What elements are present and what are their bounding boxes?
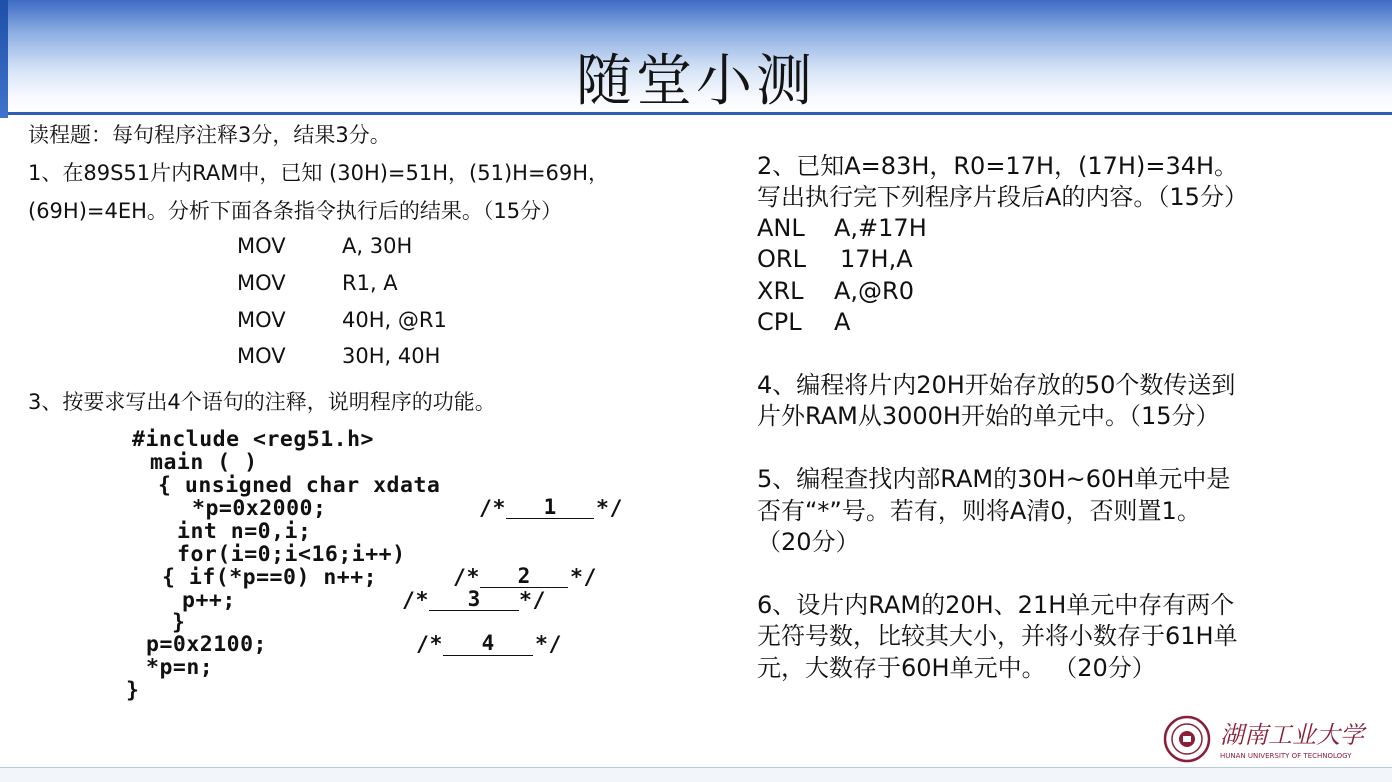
code-line: } (126, 678, 140, 703)
logo-wordmark: 湖南工业大学 (1220, 721, 1364, 749)
code-line: int n=0,i; (177, 519, 312, 544)
q1-asm-op: MOV (237, 234, 286, 258)
code-line: } (172, 610, 186, 635)
q5-line-1: 5、编程查找内部RAM的30H~60H单元中是 (757, 465, 1231, 493)
q2-line-1: 2、已知A=83H，R0=17H，(17H)=34H。 (757, 152, 1239, 180)
code-line: main ( ) (150, 450, 258, 475)
q1-asm-arg: A, 30H (342, 234, 413, 258)
slide-title: 随堂小测 (576, 49, 816, 114)
q6-line-3: 元，大数存于60H单元中。 （20分） (757, 654, 1156, 682)
q2-asm-arg: A,@R0 (834, 277, 914, 305)
answer-blank-line (443, 655, 533, 656)
q2-asm-op: ANL (757, 214, 805, 242)
q2-asm-arg: A,#17H (834, 214, 927, 242)
comment-close: */ (519, 588, 546, 613)
q1-asm-arg: 40H, @R1 (342, 308, 447, 332)
instructions-text: 读程题：每句程序注释3分，结果3分。 (28, 123, 391, 147)
comment-close: */ (596, 496, 623, 521)
q1-asm-op: MOV (237, 271, 286, 295)
q4-line-1: 4、编程将片内20H开始存放的50个数传送到 (757, 371, 1236, 399)
q1-asm-op: MOV (237, 308, 286, 332)
comment-close: */ (570, 565, 597, 590)
comment-open: /* (416, 632, 443, 657)
logo-subtext: HUNAN UNIVERSITY OF TECHNOLOGY (1220, 752, 1352, 760)
code-line: p=0x2100; (146, 632, 267, 657)
blank-number: 3 (467, 587, 481, 611)
q5-line-2: 否有“*”号。若有，则将A清0，否则置1。 (757, 497, 1201, 525)
q2-asm-op: ORL (757, 245, 806, 273)
q3-prompt: 3、按要求写出4个语句的注释，说明程序的功能。 (28, 390, 496, 414)
code-line: { if(*p==0) n++; (162, 565, 378, 590)
q6-line-1: 6、设片内RAM的20H、21H单元中存有两个 (757, 591, 1235, 619)
university-logo (1160, 712, 1382, 766)
q5-line-3: （20分） (757, 528, 860, 556)
q2-asm-op: CPL (757, 308, 802, 336)
q6-line-2: 无符号数，比较其大小，并将小数存于61H单 (757, 622, 1238, 650)
q2-asm-arg: A (834, 308, 851, 336)
code-line: *p=0x2000; (192, 496, 327, 521)
comment-open: /* (479, 496, 506, 521)
comment-close: */ (535, 632, 562, 657)
q1-line-1: 1、在89S51片内RAM中，已知 (30H)=51H，(51)H=69H， (28, 161, 610, 185)
blank-number: 2 (517, 564, 531, 588)
university-seal-icon (1160, 712, 1382, 766)
q1-asm-arg: R1, A (342, 271, 398, 295)
code-line: #include <reg51.h> (132, 427, 374, 452)
code-line: *p=n; (146, 655, 214, 680)
comment-open: /* (453, 565, 480, 590)
q2-asm-op: XRL (757, 277, 804, 305)
footer-band (0, 768, 1392, 782)
q1-line-2: (69H)=4EH。分析下面各条指令执行后的结果。（15分） (28, 199, 563, 223)
q2-asm-arg: 17H,A (840, 245, 913, 273)
q1-asm-op: MOV (237, 344, 286, 368)
code-line: { unsigned char xdata (158, 473, 441, 498)
code-line: p++; (182, 588, 236, 613)
q2-line-2: 写出执行完下列程序片段后A的内容。（15分） (757, 183, 1248, 211)
comment-open: /* (402, 588, 429, 613)
q4-line-2: 片外RAM从3000H开始的单元中。（15分） (757, 402, 1220, 430)
code-line: for(i=0;i<16;i++) (177, 542, 406, 567)
q1-asm-arg: 30H, 40H (342, 344, 441, 368)
blank-number: 4 (481, 631, 495, 655)
blank-number: 1 (543, 495, 557, 519)
